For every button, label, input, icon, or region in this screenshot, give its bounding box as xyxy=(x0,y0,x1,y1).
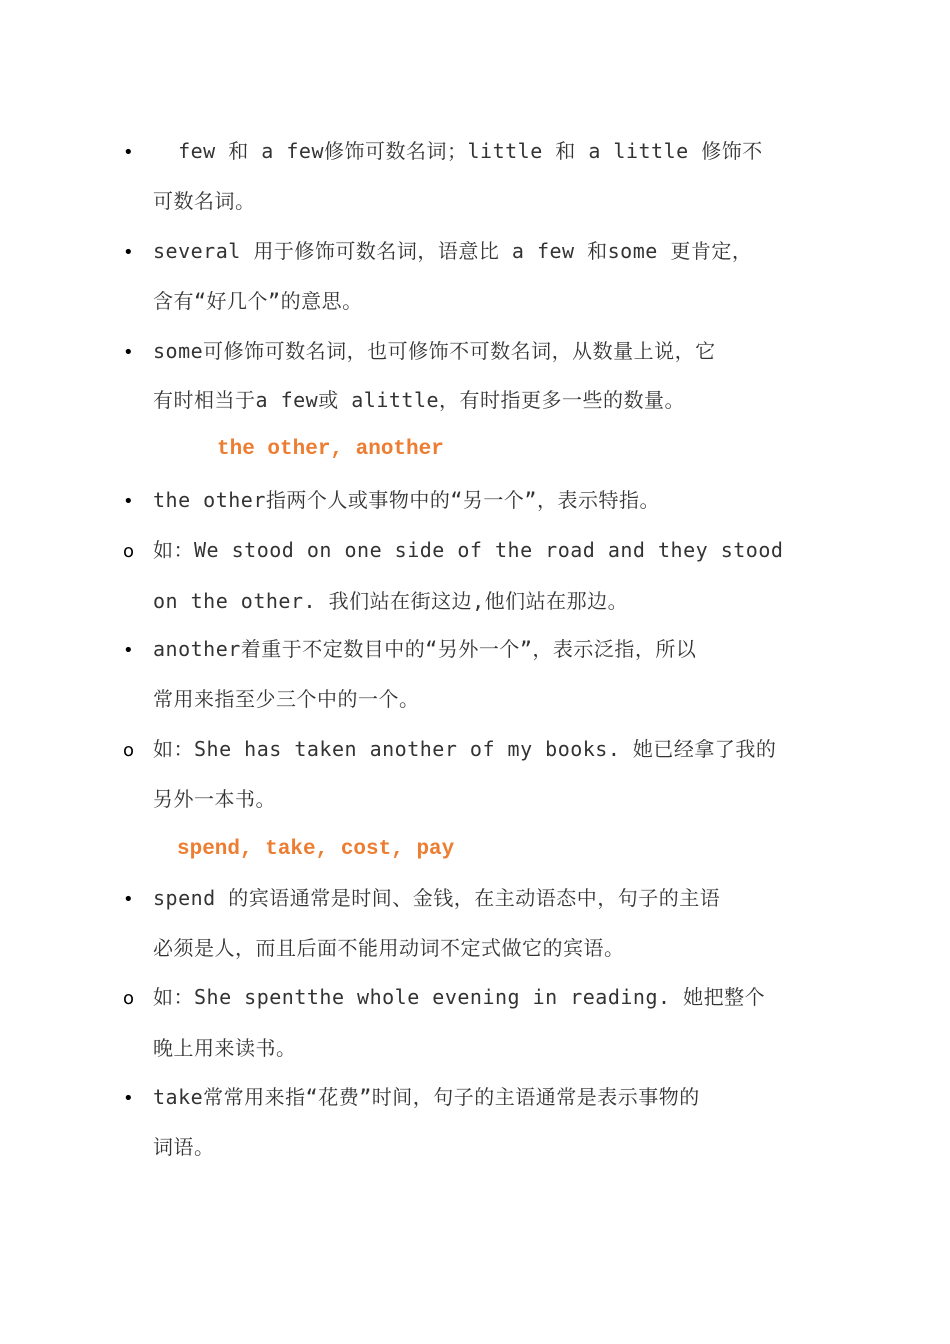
bullet-marker: • xyxy=(123,242,134,263)
item-line: 如：She spentthe whole evening in reading. 她把整个 xyxy=(153,985,766,1009)
item-line: take常常用来指“花费”时间，句子的主语通常是表示事物的 xyxy=(153,1085,700,1109)
item-line: 晚上用来读书。 xyxy=(153,1036,297,1060)
item-line: 含有“好几个”的意思。 xyxy=(153,289,363,313)
bullet-marker: • xyxy=(123,342,134,363)
item-line: some可修饰可数名词，也可修饰不可数名词，从数量上说，它 xyxy=(153,339,716,363)
item-line: the other指两个人或事物中的“另一个”，表示特指。 xyxy=(153,488,660,512)
item-line: another着重于不定数目中的“另外一个”，表示泛指，所以 xyxy=(153,637,697,661)
section-heading: spend, take, cost, pay xyxy=(177,838,455,861)
item-line: spend 的宾语通常是时间、金钱，在主动语态中，句子的主语 xyxy=(153,886,721,910)
item-line: 词语。 xyxy=(153,1135,215,1159)
item-line: 如：She has taken another of my books. 她已经拿了我的 xyxy=(153,737,777,761)
sub-marker: o xyxy=(123,740,135,761)
bullet-marker: • xyxy=(123,491,134,512)
item-line: 可数名词。 xyxy=(153,189,256,213)
item-line: several 用于修饰可数名词，语意比 a few 和some 更肯定， xyxy=(153,239,753,263)
sub-marker: o xyxy=(123,541,135,562)
item-line: 常用来指至少三个中的一个。 xyxy=(153,687,420,711)
bullet-marker: • xyxy=(123,142,134,163)
bullet-marker: • xyxy=(123,1088,134,1109)
section-heading: the other, another xyxy=(217,438,444,461)
item-line: on the other. 我们站在街这边,他们站在那边。 xyxy=(153,589,629,613)
item-line: 如：We stood on one side of the road and they stood xyxy=(153,538,784,562)
bullet-marker: • xyxy=(123,640,134,661)
sub-marker: o xyxy=(123,988,135,1009)
item-line: few 和 a few修饰可数名词；little 和 a little 修饰不 xyxy=(153,139,763,163)
item-line: 有时相当于a few或 alittle，有时指更多一些的数量。 xyxy=(153,388,686,412)
item-line: 必须是人，而且后面不能用动词不定式做它的宾语。 xyxy=(153,936,625,960)
bullet-marker: • xyxy=(123,889,134,910)
item-line: 另外一本书。 xyxy=(153,787,276,811)
